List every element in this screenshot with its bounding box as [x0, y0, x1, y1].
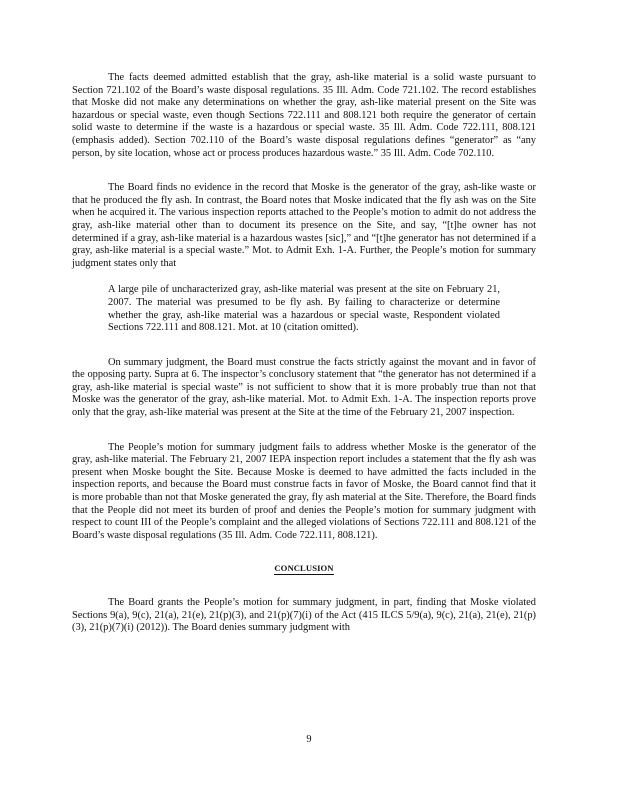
paragraph-summary-judgment-standard: On summary judgment, the Board must construe the facts strictly against the movant and in favor of the opposing party. Supra at 6. The inspector’s conclusory statement that “the generator has not determined if a gray, ash-like material is special waste” is not sufficient to show that it is more probably true than not that Moske was the generator of the gray, ash-like material. Mot. to Admit Exh. 1-A. The inspection reports prove only that the gray, ash-like material was present at the Site at the time of the February 21, 2007 inspection.	[72, 356, 536, 419]
section-heading	[72, 562, 536, 575]
paragraph-conclusion: The Board grants the People’s motion for summary judgment, in part, finding that Moske violated Sections 9(a), 9(c), 21(a), 21(e), 21(p)(3), and 21(p)(7)(i) of the Act (415 ILCS 5/9(a), 9(c), 21(a), 21(e), 21(p)(3), 21(p)(7)(i) (2012)). The Board denies summary judgment with	[72, 597, 536, 634]
page-number: 9	[306, 734, 312, 745]
paragraph-motion-denied: The People’s motion for summary judgment fails to address whether Moske is the generator of the gray, ash-like material. The February 21, 2007 IEPA inspection report includes a statement that the fly ash was present when Moske bought the Site. Because Moske is deemed to have admitted the facts included in the inspection reports, and because the Board must construe facts in favor of Moske, the Board cannot find that it is more probable than not that Moske generated the gray, fly ash material at the Site. Therefore, the Board finds that the People did not meet its burden of proof and denies the People’s motion for summary judgment with respect to count III of the People’s complaint and the alleged violations of Sections 722.111 and 808.121 of the Board’s waste disposal regulations (35 Ill. Adm. Code 722.111, 808.121).	[72, 441, 536, 541]
document-page	[72, 72, 536, 635]
paragraph-generator-finding: The Board finds no evidence in the record that Moske is the generator of the gray, ash-like waste or that he produced the fly ash. In contrast, the Board notes that Moske indicated that the fly ash was on the Site when he acquired it. The various inspection reports attached to the People’s motion to admit do not address the gray, ash-like material other than to document its presence on the Site, and say, “[t]he owner has not determined if a gray, ash-like material is a hazardous wastes [sic],” and “[t]he generator has not determined if a gray, ash-like material is a special waste.” Mot. to Admit Exh. 1-A. Further, the People’s motion for summary judgment states only that	[72, 182, 536, 269]
conclusion-heading: CONCLUSION	[274, 563, 334, 574]
block-quote: A large pile of uncharacterized gray, ash-like material was present at the site on February 21, 2007. The material was presumed to be fly ash. By failing to characterize or determine whether the gray, ash-like material was a hazardous or special waste, Respondent violated Sections 722.111 and 808.121. Mot. at 10 (citation omitted).	[108, 284, 500, 334]
paragraph-solid-waste: The facts deemed admitted establish that the gray, ash-like material is a solid waste pursuant to Section 721.102 of the Board’s waste disposal regulations. 35 Ill. Adm. Code 721.102. The record establishes that Moske did not make any determinations on whether the gray, ash-like material present on the Site was hazardous or special waste, even though Sections 722.111 and 808.121 both require the generator of certain solid waste to determine if the waste is a hazardous or special waste. 35 Ill. Adm. Code 722.111, 808.121 (emphasis added). Section 702.110 of the Board’s waste disposal regulations defines “generator” as “any person, by site location, whose act or process produces hazardous waste.” 35 Ill. Adm. Code 702.110.	[72, 72, 536, 159]
